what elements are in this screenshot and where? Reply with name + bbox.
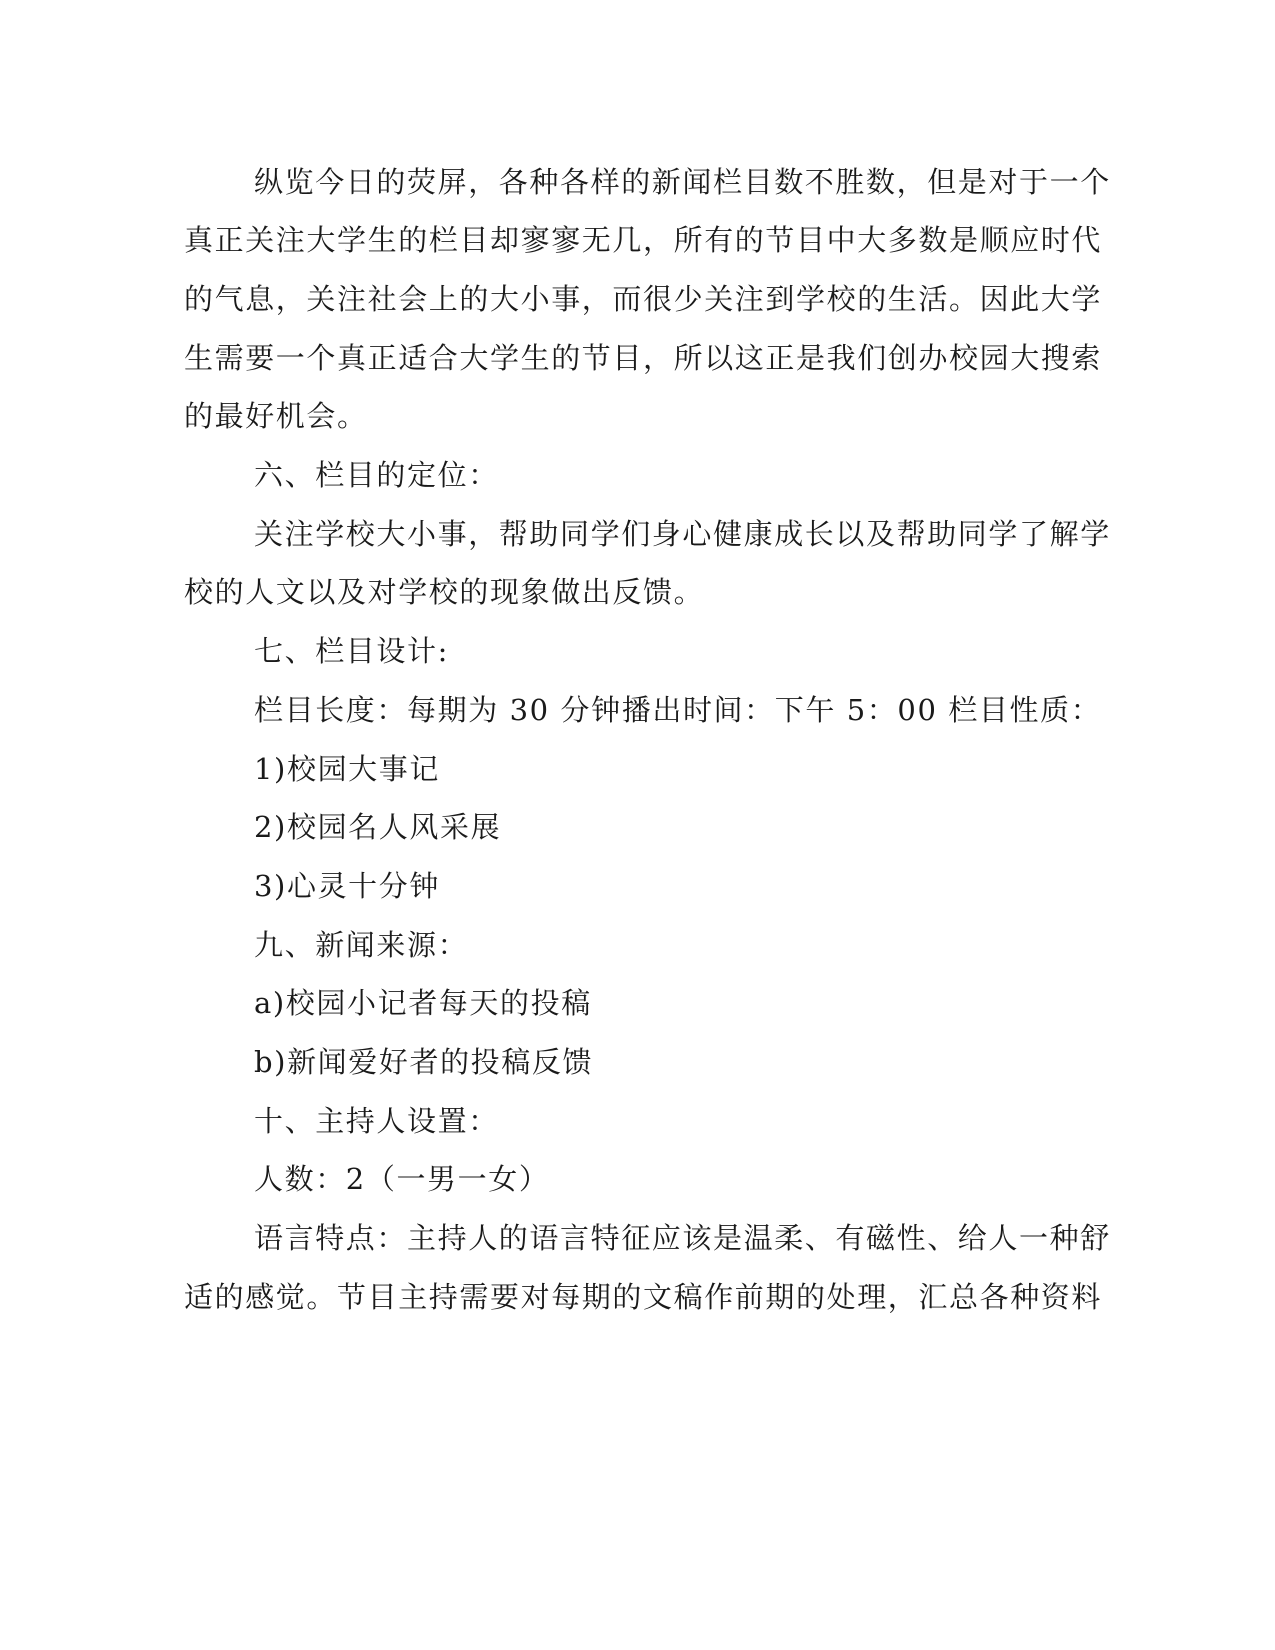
paragraph-line: 关注学校大小事，帮助同学们身心健康成长以及帮助同学了解学 [254,517,1111,551]
section-heading: 六、栏目的定位： [254,458,499,492]
paragraph-line: 真正关注大学生的栏目却寥寥无几，所有的节目中大多数是顺应时代 [184,223,1103,257]
paragraph-line: 栏目长度：每期为 30 分钟播出时间：下午 5：00 栏目性质： [254,693,1102,727]
paragraph-line: 纵览今日的荧屏，各种各样的新闻栏目数不胜数，但是对于一个 [254,165,1111,199]
paragraph-line: 校的人文以及对学校的现象做出反馈。 [184,575,705,609]
paragraph-line: 的最好机会。 [184,399,368,433]
section-heading: 十、主持人设置： [254,1104,499,1138]
paragraph-line: 语言特点：主持人的语言特征应该是温柔、有磁性、给人一种舒 [254,1221,1111,1255]
section-heading: 七、栏目设计: [254,634,449,668]
list-item: b)新闻爱好者的投稿反馈 [254,1045,594,1079]
paragraph-line: 生需要一个真正适合大学生的节目，所以这正是我们创办校园大搜索 [184,341,1103,375]
list-item: 1)校园大事记 [254,752,440,786]
list-item: 3)心灵十分钟 [254,869,440,903]
list-item: 2)校园名人风采展 [254,810,502,844]
section-heading: 九、新闻来源： [254,928,469,962]
paragraph-line: 的气息，关注社会上的大小事，而很少关注到学校的生活。因此大学 [184,282,1103,316]
paragraph-line: 人数：2（一男一女） [254,1162,550,1196]
list-item: a)校园小记者每天的投稿 [254,986,592,1020]
paragraph-line: 适的感觉。节目主持需要对每期的文稿作前期的处理，汇总各种资料 [184,1280,1103,1314]
